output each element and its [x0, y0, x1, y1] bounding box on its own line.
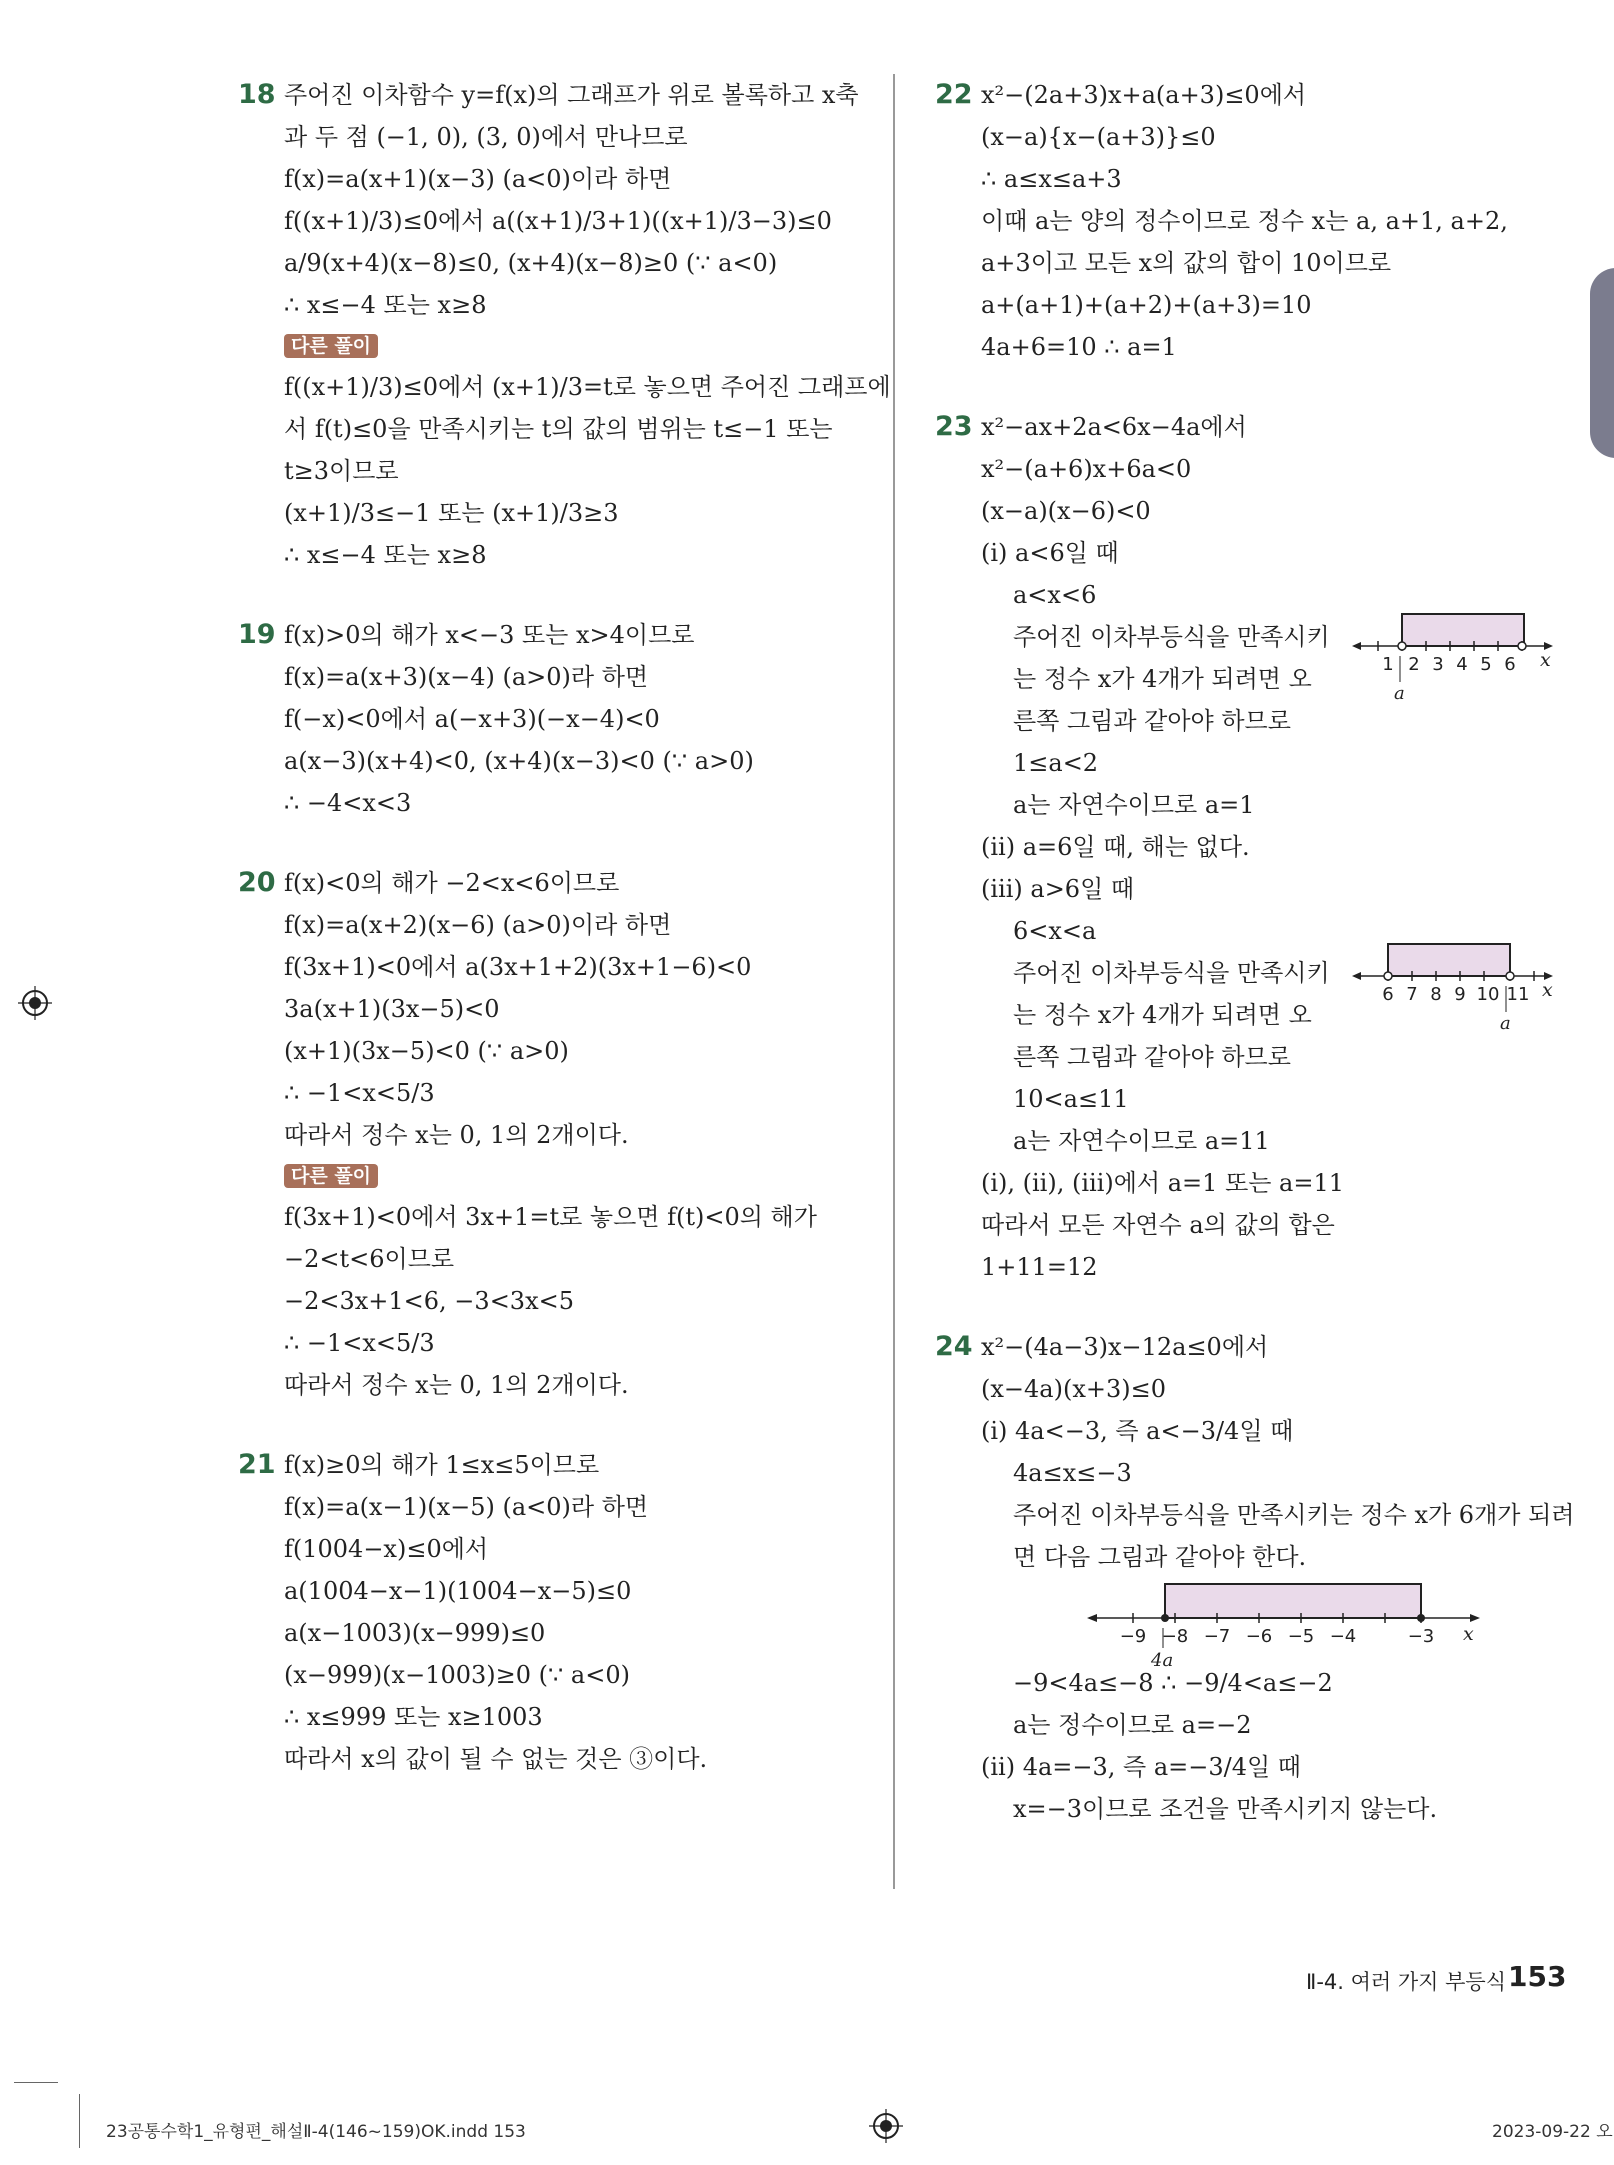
axis-arrow-left: [1352, 642, 1361, 650]
solution-line: (x−4a)(x+3)≤0: [981, 1375, 1166, 1403]
solution-line: 면 다음 그림과 같아야 한다.: [1013, 1543, 1307, 1571]
solution-line: 주어진 이차부등식을 만족시키는 정수 x가 6개가 되려: [1013, 1501, 1575, 1529]
solution-line: a<x<6: [1013, 581, 1097, 609]
solution-line: f((x+1)/3)≤0에서 (x+1)/3=t로 놓으면 주어진 그래프에: [284, 373, 891, 401]
crop-mark: [79, 2094, 80, 2148]
solution-line: a+3이고 모든 x의 값의 합이 10이므로: [981, 249, 1392, 277]
solution-line: f(x)≥0의 해가 1≤x≤5이므로: [284, 1451, 600, 1479]
solution-line: x²−(4a−3)x−12a≤0에서: [981, 1333, 1269, 1361]
tick-label: 6: [1382, 984, 1394, 1005]
problem-18: [238, 74, 891, 576]
alt-solution-badge-row: [284, 1156, 878, 1196]
solution-line: x²−ax+2a<6x−4a에서: [981, 413, 1247, 441]
tick-label: −6: [1245, 1626, 1273, 1647]
solution-line: f((x+1)/3)≤0에서 a((x+1)/3+1)((x+1)/3−3)≤0: [284, 207, 832, 235]
solution-line: a(x−3)(x+4)<0, (x+4)(x−3)<0 (∵ a>0): [284, 747, 754, 775]
solution-line: −2<t<6이므로: [284, 1245, 455, 1273]
solution-line: a(1004−x−1)(1004−x−5)≤0: [284, 1577, 632, 1605]
solution-line: 른쪽 그림과 같아야 하므로: [1013, 707, 1291, 735]
tick-label: 11: [1506, 984, 1530, 1005]
marker-label: 4a: [1151, 1650, 1174, 1671]
solution-line: 1+11=12: [981, 1253, 1098, 1281]
registration-mark-icon: [18, 986, 52, 1020]
number-line-1: [1350, 608, 1560, 708]
chapter-side-tab: [1590, 268, 1614, 458]
problem-19: [238, 614, 878, 824]
tick-label: 1: [1382, 654, 1394, 675]
solution-line: 이때 a는 양의 정수이므로 정수 x는 a, a+1, a+2,: [981, 207, 1508, 235]
solution-line: x=−3이므로 조건을 만족시키지 않는다.: [1013, 1795, 1438, 1823]
solution-box: [1402, 614, 1524, 646]
section-title: Ⅱ-4. 여러 가지 부등식: [1306, 1970, 1506, 1994]
solution-line: 10<a≤11: [1013, 1085, 1129, 1113]
tick-label: −9: [1119, 1626, 1147, 1647]
solution-line: 주어진 이차함수 y=f(x)의 그래프가 위로 볼록하고 x축: [284, 81, 859, 109]
solution-line: f(1004−x)≤0에서: [284, 1535, 489, 1563]
solution-line: −2<3x+1<6, −3<3x<5: [284, 1287, 574, 1315]
tick-label: −5: [1287, 1626, 1315, 1647]
registration-mark-icon: [869, 2109, 903, 2143]
solution-line: f(x)=a(x+2)(x−6) (a>0)이라 하면: [284, 911, 672, 939]
tick-label: 4: [1456, 654, 1468, 675]
column-divider: [893, 74, 895, 1889]
problem-number: 22: [935, 79, 973, 110]
tick-label: 7: [1406, 984, 1418, 1005]
closed-endpoint: [1161, 1614, 1169, 1622]
problem-number: 18: [238, 79, 276, 110]
solution-line: (ⅰ), (ⅱ), (ⅲ)에서 a=1 또는 a=11: [981, 1169, 1345, 1197]
problem-number: 21: [238, 1449, 276, 1480]
page-number: 153: [1508, 1960, 1567, 1993]
axis-var-label: x: [1463, 1623, 1474, 1645]
solution-line: 는 정수 x가 4개가 되려면 오: [1013, 665, 1312, 693]
tick-label: 10: [1476, 984, 1500, 1005]
slug-filename: 23공통수학1_유형편_해설Ⅱ-4(146~159)OK.indd 153: [106, 2122, 526, 2142]
solution-line: ∴ −1<x<5/3: [284, 1329, 435, 1357]
solution-line: 4a≤x≤−3: [1013, 1459, 1132, 1487]
solution-line: x²−(a+6)x+6a<0: [981, 455, 1192, 483]
solution-line: (x+1)/3≤−1 또는 (x+1)/3≥3: [284, 499, 619, 527]
solution-line: f(x)=a(x+3)(x−4) (a>0)라 하면: [284, 663, 649, 691]
number-line-2: [1350, 938, 1560, 1038]
solution-line: −9<4a≤−8 ∴ −9/4<a≤−2: [1013, 1669, 1333, 1697]
closed-endpoint: [1417, 1614, 1425, 1622]
problem-number: 24: [935, 1331, 973, 1362]
solution-line: ∴ x≤999 또는 x≥1003: [284, 1703, 543, 1731]
axis-var-label: x: [1542, 979, 1553, 1001]
solution-line: 주어진 이차부등식을 만족시키: [1013, 959, 1330, 987]
problem-number: 19: [238, 619, 276, 650]
solution-line: a는 자연수이므로 a=11: [1013, 1127, 1270, 1155]
axis-var-label: x: [1540, 649, 1551, 671]
solution-line: 따라서 정수 x는 0, 1의 2개이다.: [284, 1121, 629, 1149]
problem-number: 20: [238, 867, 276, 898]
solution-line: ∴ −1<x<5/3: [284, 1079, 435, 1107]
solution-line: f(3x+1)<0에서 a(3x+1+2)(3x+1−6)<0: [284, 953, 752, 981]
solution-line: f(x)<0의 해가 −2<x<6이므로: [284, 869, 620, 897]
solution-line: t≥3이므로: [284, 457, 399, 485]
tick-label: −8: [1161, 1626, 1189, 1647]
problem-21: [238, 1444, 878, 1780]
solution-line: a는 자연수이므로 a=1: [1013, 791, 1255, 819]
tick-label: −4: [1329, 1626, 1357, 1647]
open-endpoint: [1506, 972, 1514, 980]
solution-line: ∴ x≤−4 또는 x≥8: [284, 541, 487, 569]
solution-line: 른쪽 그림과 같아야 하므로: [1013, 1043, 1291, 1071]
solution-line: f(x)=a(x−1)(x−5) (a<0)라 하면: [284, 1493, 649, 1521]
crop-mark: [14, 2082, 58, 2083]
solution-box: [1165, 1584, 1421, 1618]
solution-line: 서 f(t)≤0을 만족시키는 t의 값의 범위는 t≤−1 또는: [284, 415, 833, 443]
tick-label: −7: [1203, 1626, 1231, 1647]
solution-line: a+(a+1)+(a+2)+(a+3)=10: [981, 291, 1312, 319]
solution-line: (ⅰ) 4a<−3, 즉 a<−3/4일 때: [981, 1417, 1294, 1445]
tick-label: −3: [1407, 1626, 1435, 1647]
alt-solution-badge: 다른 풀이: [284, 334, 378, 358]
solution-line: 6<x<a: [1013, 917, 1097, 945]
solution-line: 따라서 모든 자연수 a의 값의 합은: [981, 1211, 1335, 1239]
solution-line: f(x)=a(x+1)(x−3) (a<0)이라 하면: [284, 165, 672, 193]
open-endpoint: [1384, 972, 1392, 980]
tick-label: 8: [1430, 984, 1442, 1005]
solution-line: a는 정수이므로 a=−2: [1013, 1711, 1252, 1739]
solution-line: 4a+6=10 ∴ a=1: [981, 333, 1177, 361]
open-endpoint: [1398, 642, 1406, 650]
solution-box: [1388, 944, 1510, 976]
solution-line: (x−a){x−(a+3)}≤0: [981, 123, 1216, 151]
slug-date: 2023-09-22 오: [1492, 2122, 1613, 2142]
alt-solution-badge: 다른 풀이: [284, 1164, 378, 1188]
solution-line: (ⅲ) a>6일 때: [981, 875, 1135, 903]
solution-line: 따라서 x의 값이 될 수 없는 것은 ③이다.: [284, 1745, 708, 1773]
problem-20: [238, 862, 878, 1406]
axis-arrow-left: [1087, 1614, 1097, 1622]
alt-solution-badge-row: [284, 326, 878, 366]
problem-number: 23: [935, 411, 973, 442]
solution-line: ∴ −4<x<3: [284, 789, 412, 817]
tick-label: 5: [1480, 654, 1492, 675]
left-column: [238, 74, 891, 1780]
solution-line: a(x−1003)(x−999)≤0: [284, 1619, 546, 1647]
tick-label: 3: [1432, 654, 1444, 675]
solution-line: 3a(x+1)(3x−5)<0: [284, 995, 500, 1023]
solution-line: (x+1)(3x−5)<0 (∵ a>0): [284, 1037, 569, 1065]
solution-line: ∴ x≤−4 또는 x≥8: [284, 291, 487, 319]
number-line-3: [1085, 1576, 1485, 1672]
solution-line: (x−a)(x−6)<0: [981, 497, 1151, 525]
marker-label: a: [1500, 1013, 1511, 1034]
tick-label: 9: [1454, 984, 1466, 1005]
solution-line: 는 정수 x가 4개가 되려면 오: [1013, 1001, 1312, 1029]
solution-line: 1≤a<2: [1013, 749, 1099, 777]
open-endpoint: [1518, 642, 1526, 650]
problem-23: [935, 406, 1565, 1288]
solution-line: (ⅰ) a<6일 때: [981, 539, 1119, 567]
solution-line: (ⅱ) 4a=−3, 즉 a=−3/4일 때: [981, 1753, 1301, 1781]
solution-line: 과 두 점 (−1, 0), (3, 0)에서 만나므로: [284, 123, 688, 151]
axis-arrow-right: [1470, 1614, 1480, 1622]
marker-label: a: [1394, 683, 1405, 704]
solution-line: a/9(x+4)(x−8)≤0, (x+4)(x−8)≥0 (∵ a<0): [284, 249, 778, 277]
solution-line: (x−999)(x−1003)≥0 (∵ a<0): [284, 1661, 630, 1689]
tick-label: 6: [1504, 654, 1516, 675]
solution-line: ∴ a≤x≤a+3: [981, 165, 1122, 193]
solution-line: 주어진 이차부등식을 만족시키: [1013, 623, 1330, 651]
solution-line: f(3x+1)<0에서 3x+1=t로 놓으면 f(t)<0의 해가: [284, 1203, 817, 1231]
solution-line: x²−(2a+3)x+a(a+3)≤0에서: [981, 81, 1307, 109]
tick-label: 2: [1408, 654, 1420, 675]
solution-line: f(x)>0의 해가 x<−3 또는 x>4이므로: [284, 621, 695, 649]
solution-line: (ⅱ) a=6일 때, 해는 없다.: [981, 833, 1250, 861]
solution-line: f(−x)<0에서 a(−x+3)(−x−4)<0: [284, 705, 660, 733]
problem-22: [935, 74, 1565, 368]
solution-line: 따라서 정수 x는 0, 1의 2개이다.: [284, 1371, 629, 1399]
axis-arrow-left: [1352, 972, 1361, 980]
